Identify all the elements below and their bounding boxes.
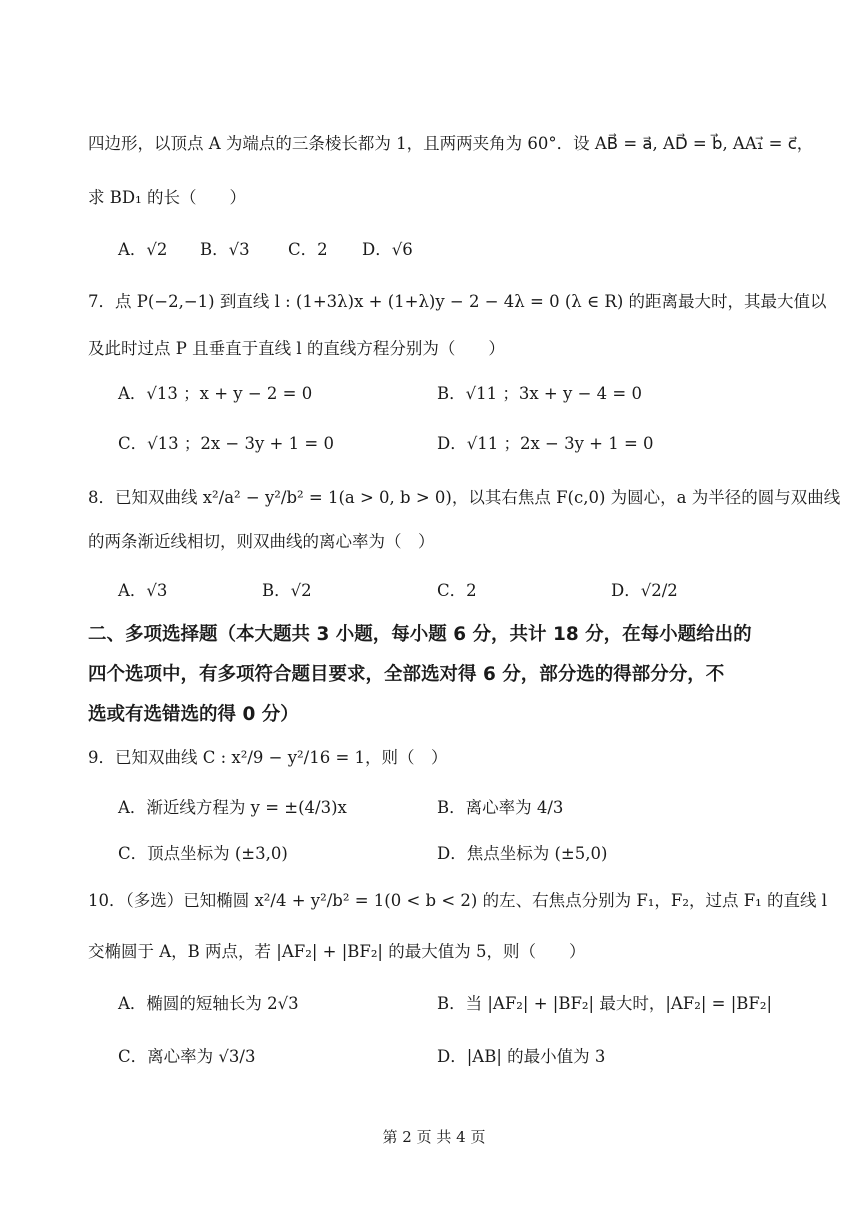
q6-line2: 求 BD₁ 的长（ ） [88, 188, 246, 207]
q8-line1: 8．已知双曲线 x²/a² − y²/b² = 1(a > 0, b > 0)，以其右焦点 F(c,0) 为圆心，a 为半径的圆与双曲线 [88, 488, 841, 507]
q9-option-d: D．焦点坐标为 (±5,0) [437, 844, 608, 863]
q8-option-b: B．√2 [262, 581, 312, 600]
q6-option-b: B．√3 [200, 240, 250, 259]
q10-option-d: D．|AB| 的最小值为 3 [437, 1047, 606, 1066]
q9-option-c: C．顶点坐标为 (±3,0) [118, 844, 288, 863]
q7-option-a: A．√13 ；x + y − 2 = 0 [118, 384, 313, 403]
q7-line2: 及此时过点 P 且垂直于直线 l 的直线方程分别为（ ） [88, 339, 505, 358]
q7-option-c: C．√13 ；2x − 3y + 1 = 0 [118, 434, 334, 453]
q7-option-b: B．√11 ；3x + y − 4 = 0 [437, 384, 642, 403]
q7-line1: 7．点 P(−2,−1) 到直线 l : (1+3λ)x + (1+λ)y − 2 − 4λ = 0 (λ ∈ R) 的距离最大时，其最大值以 [88, 292, 827, 311]
q8-option-a: A．√3 [118, 581, 168, 600]
section2-heading-line2: 四个选项中，有多项符合题目要求，全部选对得 6 分，部分选的得部分分，不 [88, 664, 725, 685]
q10-line2: 交椭圆于 A，B 两点，若 |AF₂| + |BF₂| 的最大值为 5，则（ ） [88, 942, 586, 961]
q10-option-c: C．离心率为 √3/3 [118, 1047, 256, 1066]
q6-option-d: D．√6 [362, 240, 413, 259]
q6-line1: 四边形，以顶点 A 为端点的三条棱长都为 1，且两两夹角为 60°．设 AB⃗ = a⃗, AD⃗ = b⃗, AA₁⃗ = c⃗， [88, 134, 814, 153]
q8-option-c: C．2 [437, 581, 477, 600]
q9-option-a: A．渐近线方程为 y = ±(4/3)x [118, 798, 347, 817]
section2-heading-line1: 二、多项选择题（本大题共 3 小题，每小题 6 分，共计 18 分，在每小题给出的 [88, 624, 752, 645]
q10-option-b: B．当 |AF₂| + |BF₂| 最大时，|AF₂| = |BF₂| [437, 994, 773, 1013]
q8-option-d: D．√2/2 [611, 581, 678, 600]
q9-line1: 9．已知双曲线 C : x²/9 − y²/16 = 1，则（ ） [88, 748, 448, 767]
q8-line2: 的两条渐近线相切，则双曲线的离心率为（ ） [88, 532, 435, 551]
q10-option-a: A．椭圆的短轴长为 2√3 [118, 994, 299, 1013]
page-footer: 第 2 页 共 4 页 [382, 1128, 486, 1146]
q10-line1: 10．（多选）已知椭圆 x²/4 + y²/b² = 1(0 < b < 2) 的左、右焦点分别为 F₁，F₂，过点 F₁ 的直线 l [88, 891, 828, 910]
q6-option-c: C．2 [288, 240, 328, 259]
q7-option-d: D．√11 ；2x − 3y + 1 = 0 [437, 434, 654, 453]
q6-option-a: A．√2 [118, 240, 168, 259]
q9-option-b: B．离心率为 4/3 [437, 798, 564, 817]
section2-heading-line3: 选或有选错选的得 0 分） [88, 704, 299, 725]
